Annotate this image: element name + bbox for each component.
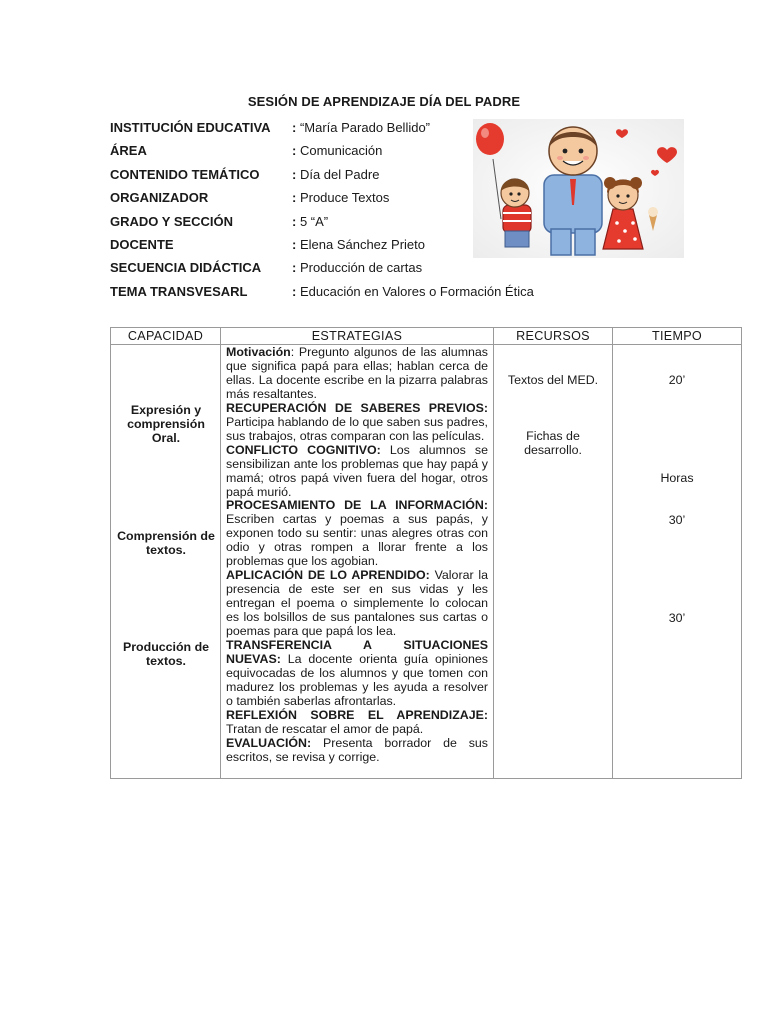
info-value: : Producción de cartas <box>292 260 423 276</box>
info-label: CONTENIDO TEMÁTICO <box>110 166 260 182</box>
header-estrategias: ESTRATEGIAS <box>221 328 494 345</box>
strategy-transferencia: TRANSFERENCIA A SITUACIONES NUEVAS: La docente orienta guía opiniones equivocadas de los alumnos y que tomen con madurez los problemas y les ayuda a resolver o también saberlas afrontarlas. <box>226 638 488 708</box>
strategy-aplicacion: APLICACIÓN DE LO APRENDIDO: Valorar la presencia de este ser en sus vidas y les entregan el poema o simplemente lo colocan es los bolsillos de sus pantalones sus cartas o poemas para que papá los lea. <box>226 568 488 639</box>
info-label: DOCENTE <box>110 236 174 252</box>
info-value: : Comunicación <box>292 143 383 159</box>
resource-item: Textos del MED. <box>507 373 599 387</box>
info-label: SECUENCIA DIDÁCTICA <box>110 260 262 276</box>
strategy-reflexion: REFLEXIÓN SOBRE EL APRENDIZAJE: Tratan de rescatar el amor de papá. <box>226 707 488 736</box>
capacity-item: Comprensión de textos. <box>117 529 215 557</box>
recursos-cell <box>494 345 613 779</box>
lesson-table <box>110 327 742 779</box>
info-row-tema <box>110 280 570 303</box>
header-recursos: RECURSOS <box>494 328 613 345</box>
capacidad-cell <box>111 345 221 779</box>
info-label: TEMA TRANSVESARL <box>110 283 248 299</box>
balloon-icon <box>476 123 504 155</box>
strategy-conflicto-cognitivo: CONFLICTO COGNITIVO: Los alumnos se sensibilizan ante los problemas que hay papá y mamá; otros papá viven fuera del hogar, otros papá murió. <box>226 442 488 499</box>
capacity-item: Producción de textos. <box>122 640 210 668</box>
info-label: GRADO Y SECCIÓN <box>110 213 234 229</box>
strategy-procesamiento: PROCESAMIENTO DE LA INFORMACIÓN: Escriben cartas y poemas a sus papás, y exponen todo su sentir: unas alegres otras con odio y otras rompen a llorar frente a los problemas que los agobian. <box>226 498 488 569</box>
info-value: : Produce Textos <box>292 190 390 206</box>
info-value: : Día del Padre <box>292 166 380 182</box>
info-label: ORGANIZADOR <box>110 190 209 206</box>
page-title: SESIÓN DE APRENDIZAJE DÍA DEL PADRE <box>247 94 521 109</box>
info-value: : “María Parado Bellido” <box>292 120 431 135</box>
father-and-children-illustration <box>473 119 684 258</box>
table-row <box>111 345 742 779</box>
info-label: ÁREA <box>110 143 147 159</box>
info-value: : 5 “A” <box>292 213 329 229</box>
estrategias-cell <box>221 345 494 779</box>
time-item: 30’ <box>668 611 686 625</box>
info-value: : Elena Sánchez Prieto <box>292 236 425 252</box>
capacity-item: Expresión y comprensión Oral. <box>127 403 205 445</box>
time-item: Horas <box>660 471 694 485</box>
table-header-row <box>111 328 742 345</box>
time-item: 20’ <box>668 373 686 387</box>
strategy-evaluacion: EVALUACIÓN: Presenta borrador de sus escritos, se revisa y corrige. <box>226 735 488 764</box>
strategy-saberes-previos: RECUPERACIÓN DE SABERES PREVIOS: Participa hablando de lo que saben sus padres, sus trabajos, otras comparan con las películas. <box>226 400 488 443</box>
strategies-text <box>221 345 493 765</box>
info-value: : Educación en Valores o Formación Ética <box>292 283 534 299</box>
tiempo-cell <box>613 345 742 779</box>
info-row-secuencia <box>110 256 570 279</box>
header-tiempo: TIEMPO <box>613 328 742 345</box>
info-label: INSTITUCIÓN EDUCATIVA <box>110 120 271 135</box>
header-capacidad: CAPACIDAD <box>111 328 221 345</box>
resource-item: Fichas de desarrollo. <box>524 429 582 457</box>
time-item: 30’ <box>668 513 686 527</box>
boy-figure <box>501 179 531 247</box>
strategy-motivacion: Motivación: Pregunto algunos de las alumnas que significa papá para ellas; hablan cerca de ellas. La docente escribe en la pizarra palabras más resaltantes. <box>226 345 488 401</box>
